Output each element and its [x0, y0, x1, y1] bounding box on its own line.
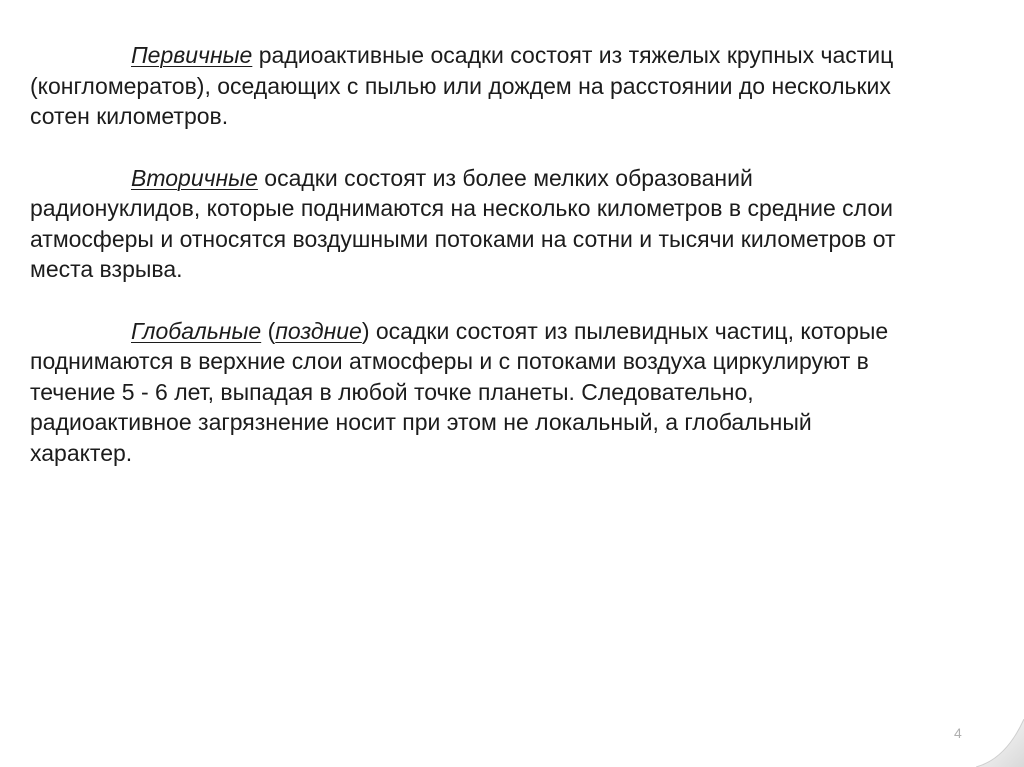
paragraph-global-fallout	[30, 316, 910, 469]
paren-close: )	[361, 317, 370, 344]
paragraph-text: осадки состоят из пылевидных частиц, которые поднимаются в верхние слои атмосферы и с потоками воздуха циркулируют в течение 5 - 6 лет, выпадая в любой точке планеты. Следовательно, радиоактивное загрязнение носит при этом не локальный, а глобальный характер.	[30, 317, 889, 466]
paragraph-text: радиоактивные осадки состоят из тяжелых крупных частиц (конгломератов), оседающих с пылью или дождем на расстоянии до нескольких сотен километров.	[30, 42, 894, 129]
paragraph-primary-fallout	[30, 40, 910, 132]
term-primary: Первичные	[131, 42, 253, 68]
slide-body	[30, 40, 910, 499]
term-global: Глобальные	[131, 317, 262, 344]
page-number: 4	[954, 725, 962, 741]
paragraph-secondary-fallout	[30, 163, 910, 285]
paragraph-text: осадки состоят из более мелких образований радионуклидов, которые поднимаются на несколько километров в средние слои атмосферы и относятся воздушными потоками на сотни и тысячи километров от места взрыва.	[30, 164, 896, 282]
paren-open: (	[261, 317, 276, 344]
term-secondary: Вторичные	[131, 164, 258, 191]
term-late: поздние	[275, 317, 362, 344]
